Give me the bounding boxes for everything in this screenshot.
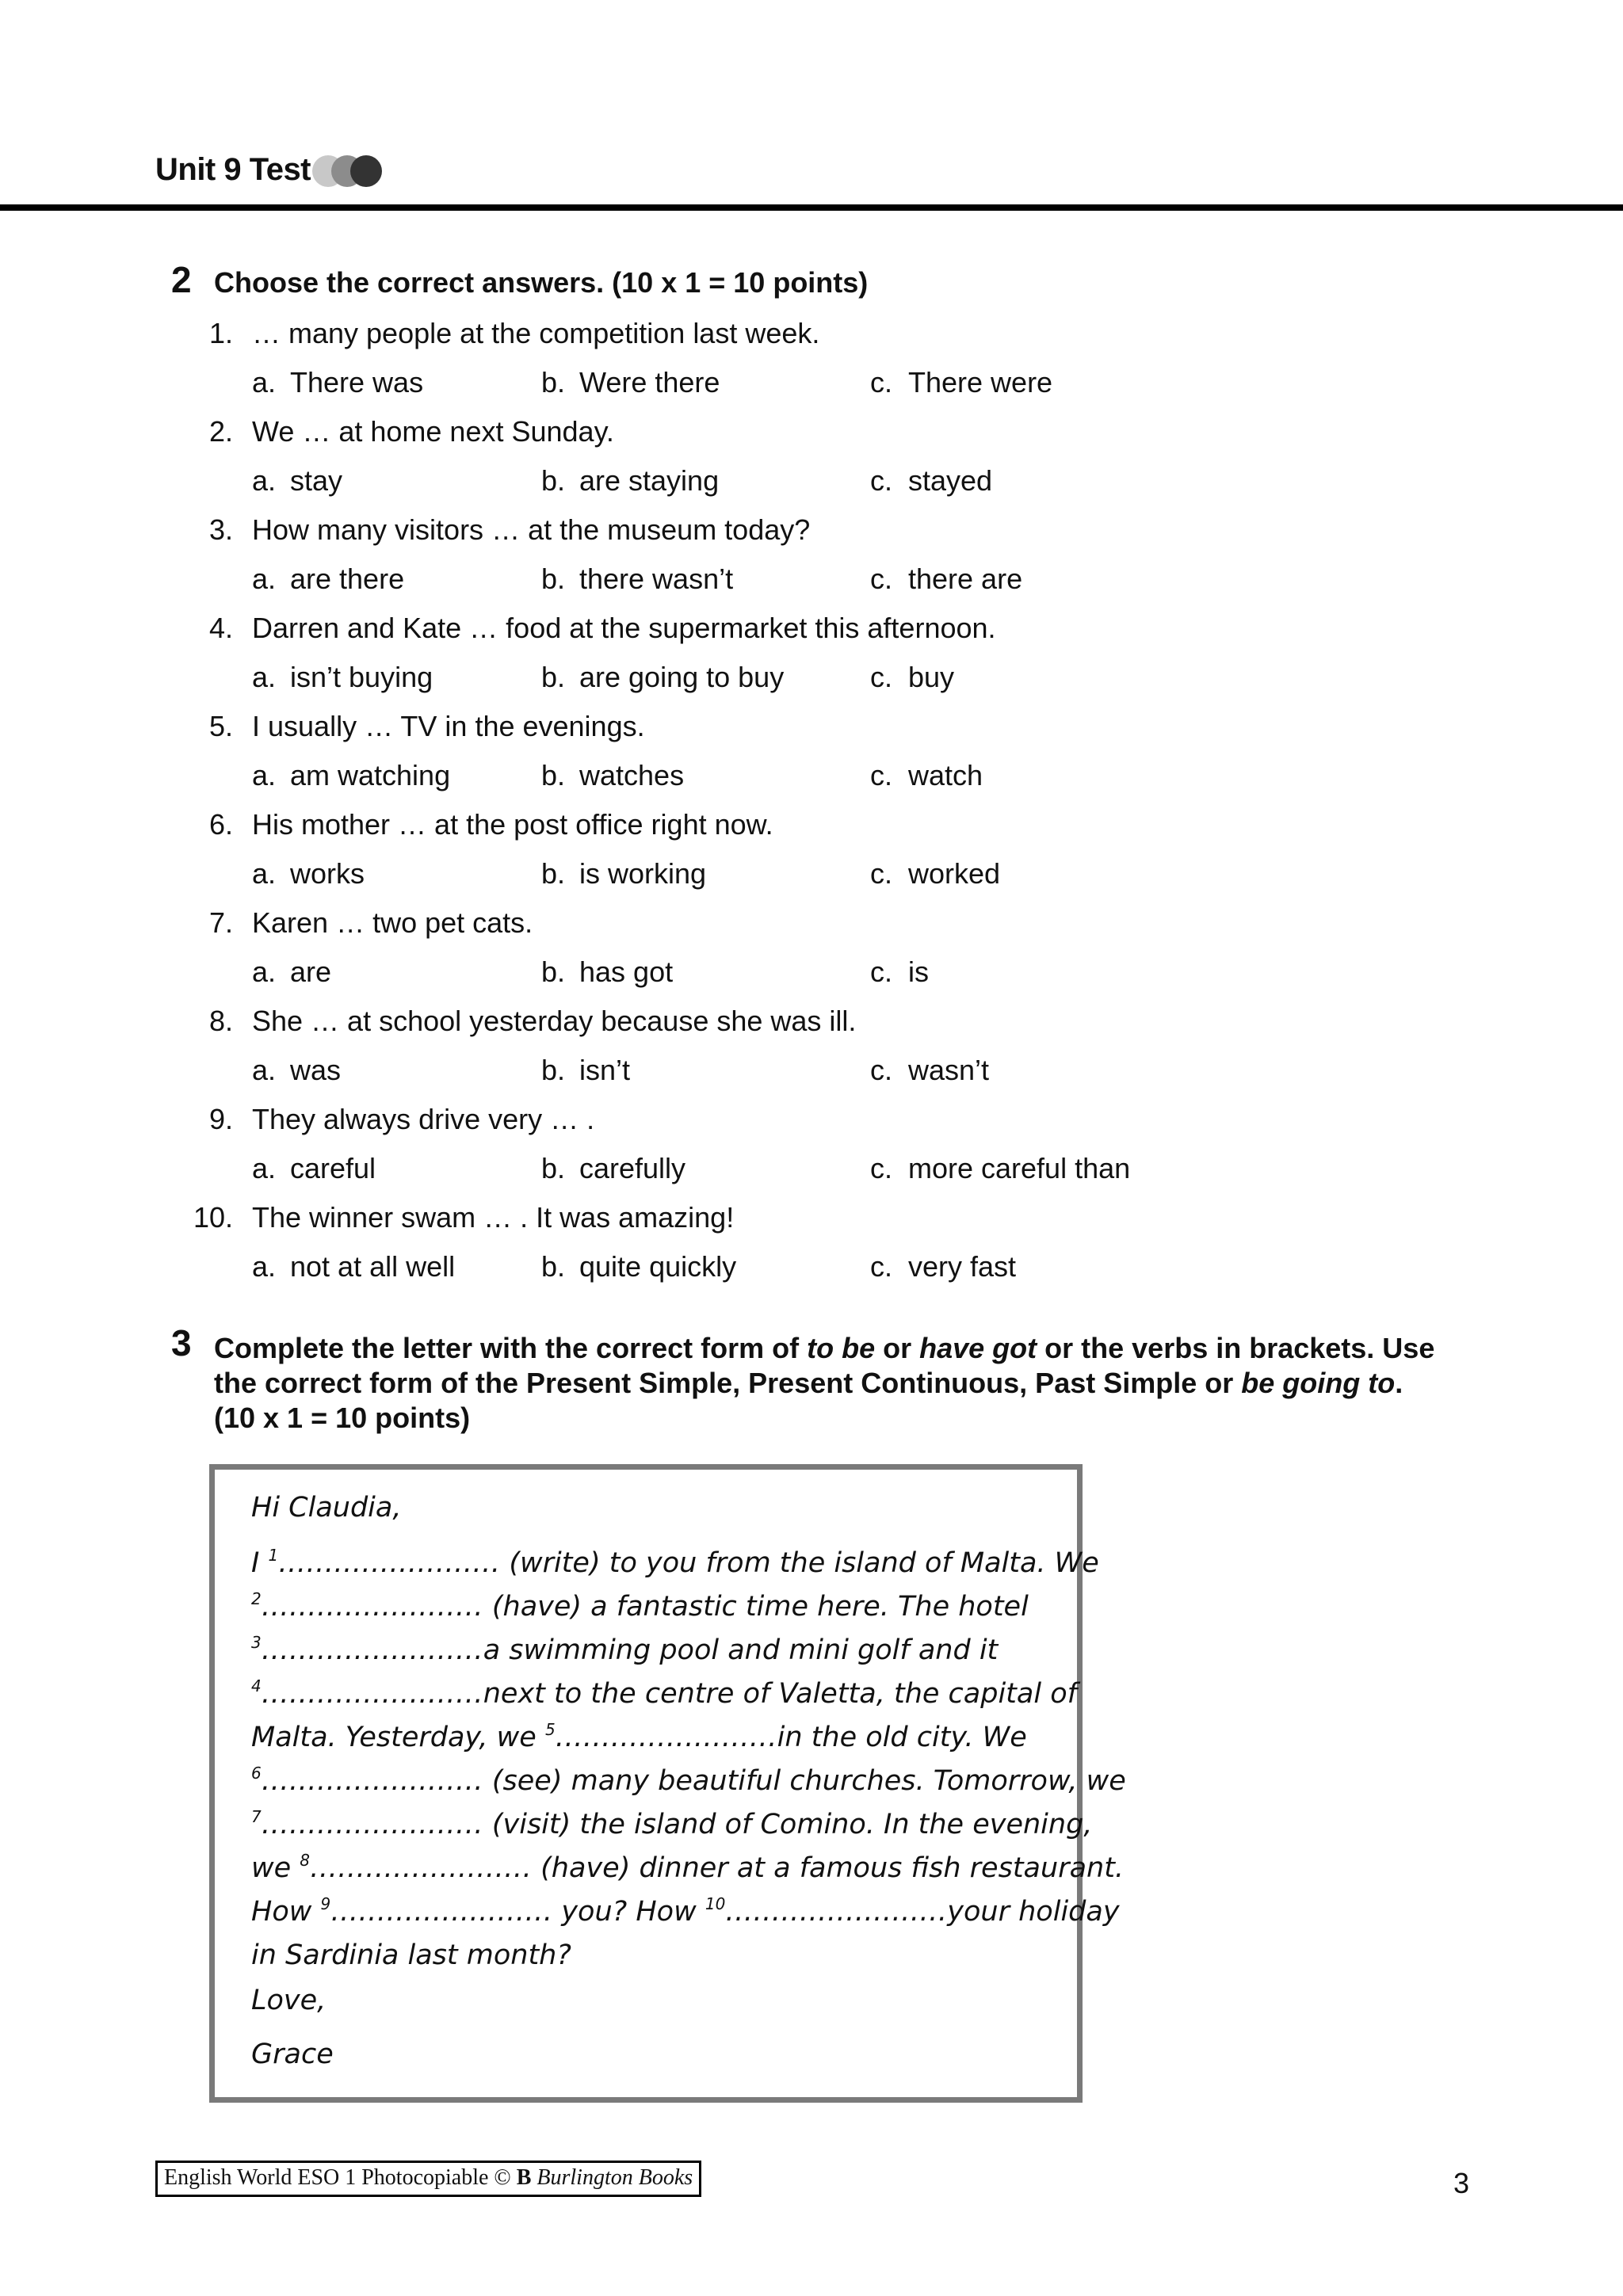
unit-dots-icon (311, 154, 390, 189)
gap-text: ……………………in the old city. We (555, 1722, 1027, 1753)
option-text: not at all well (290, 1250, 456, 1283)
question-text: How many visitors … at the museum today? (252, 513, 811, 546)
question-text: … many people at the competition last week. (252, 317, 820, 349)
gap-number: 4 (251, 1676, 262, 1695)
letter-line-4 (251, 1678, 1077, 1710)
option-text: stay (290, 464, 343, 497)
question-8 (0, 1005, 1623, 1054)
option-text: are (290, 955, 332, 988)
option-letter: a. (252, 955, 277, 988)
option-text: quite quickly (579, 1250, 737, 1283)
option-letter: b. (541, 1152, 566, 1184)
question-4-options (0, 661, 1623, 710)
option-letter: a. (252, 1250, 277, 1283)
option-a[interactable] (252, 759, 450, 792)
letter-line-5 (251, 1722, 1027, 1753)
instructions-line-1: Complete the letter with the correct form of to be or have got or the verbs in brackets. Use (214, 1332, 1435, 1364)
option-a[interactable] (252, 1152, 376, 1185)
option-b[interactable] (541, 1152, 685, 1185)
question-7 (0, 906, 1623, 955)
question-text: We … at home next Sunday. (252, 415, 614, 448)
option-a[interactable] (252, 661, 433, 694)
option-text: stayed (908, 464, 993, 497)
option-c[interactable] (870, 1054, 989, 1087)
letter-text: Malta. Yesterday, we (251, 1722, 545, 1753)
gap-number: 1 (268, 1546, 279, 1565)
question-2-options (0, 464, 1623, 513)
letter-text: How (251, 1896, 321, 1928)
option-c[interactable] (870, 955, 929, 989)
question-3-options (0, 563, 1623, 612)
option-text: very fast (908, 1250, 1017, 1283)
option-text: isn’t (579, 1054, 631, 1086)
question-number: 7. (208, 906, 233, 939)
option-letter: a. (252, 563, 277, 595)
letter-line-7 (251, 1809, 1092, 1840)
option-letter: a. (252, 1152, 277, 1184)
question-number: 9. (208, 1103, 233, 1135)
gap-number: 7 (251, 1807, 262, 1826)
option-letter: b. (541, 1250, 566, 1283)
option-b[interactable] (541, 464, 719, 498)
question-4 (0, 612, 1623, 661)
question-8-options (0, 1054, 1623, 1103)
letter-line-3 (251, 1634, 998, 1666)
option-b[interactable] (541, 857, 706, 891)
header-rule (0, 204, 1623, 211)
question-number: 4. (208, 612, 233, 644)
option-letter: c. (870, 1250, 893, 1283)
question-1-options (0, 366, 1623, 415)
question-10-options (0, 1250, 1623, 1299)
option-letter: a. (252, 1054, 277, 1086)
question-number: 5. (208, 710, 233, 742)
option-a[interactable] (252, 1250, 455, 1283)
question-5-options (0, 759, 1623, 808)
letter-text: in Sardinia last month? (251, 1939, 571, 1971)
gap-number: 3 (251, 1633, 262, 1652)
option-letter: c. (870, 1152, 893, 1184)
gap-text: …………………… (have) a fantastic time here. The hotel (261, 1591, 1029, 1623)
gap-text: …………………… (visit) the island of Comino. In the evening, (261, 1809, 1093, 1840)
option-b[interactable] (541, 366, 720, 399)
option-text: There were (908, 366, 1053, 399)
gap-text: ……………………your holiday (725, 1896, 1120, 1928)
option-text: there are (908, 563, 1023, 595)
option-text: are there (290, 563, 405, 595)
option-letter: c. (870, 1054, 893, 1086)
letter-line-2 (251, 1591, 1029, 1623)
instructions-line-2: the correct form of the Present Simple, Present Continuous, Past Simple or be going to. (214, 1367, 1403, 1399)
option-a[interactable] (252, 464, 342, 498)
option-b[interactable] (541, 661, 784, 694)
gap-number: 9 (320, 1894, 331, 1913)
option-text: am watching (290, 759, 451, 791)
option-b[interactable] (541, 1250, 736, 1283)
option-letter: b. (541, 857, 566, 890)
question-number: 10. (193, 1201, 233, 1234)
option-letter: c. (870, 759, 893, 791)
option-text: wasn’t (908, 1054, 990, 1086)
gap-text: …………………… (see) many beautiful churches. Tomorrow, we (261, 1765, 1126, 1797)
option-letter: c. (870, 563, 893, 595)
option-text: there wasn’t (579, 563, 734, 595)
instructions-line-3: (10 x 1 = 10 points) (214, 1402, 471, 1434)
option-b[interactable] (541, 563, 733, 596)
option-letter: b. (541, 464, 566, 497)
option-letter: a. (252, 661, 277, 693)
question-number: 3. (208, 513, 233, 546)
option-text: watches (579, 759, 685, 791)
section-2-title: Choose the correct answers. (10 x 1 = 10 points) (214, 266, 869, 299)
option-letter: c. (870, 661, 893, 693)
question-9-options (0, 1152, 1623, 1201)
option-text: is (908, 955, 929, 988)
letter-line-1 (251, 1547, 1099, 1579)
option-text: are going to buy (579, 661, 785, 693)
question-number: 8. (208, 1005, 233, 1037)
question-6-options (0, 857, 1623, 906)
gap-text: …………………… (have) dinner at a famous fish restaurant. (310, 1852, 1125, 1884)
section-3-instructions (214, 1331, 1434, 1436)
option-text: worked (908, 857, 1001, 890)
letter-box (209, 1464, 1126, 2103)
question-number: 2. (208, 415, 233, 448)
gap-text: ……………………next to the centre of Valetta, the capital of (261, 1678, 1077, 1710)
question-text: The winner swam … . It was amazing! (252, 1201, 735, 1234)
option-c[interactable] (870, 563, 1022, 596)
option-text: was (290, 1054, 342, 1086)
letter-line-9 (251, 1896, 1120, 1928)
option-text: buy (908, 661, 955, 693)
option-c[interactable] (870, 759, 983, 792)
option-letter: b. (541, 955, 566, 988)
option-letter: a. (252, 464, 277, 497)
option-text: There was (290, 366, 424, 399)
gap-text: ……………………a swimming pool and mini golf and it (261, 1634, 999, 1666)
gap-number: 2 (251, 1589, 262, 1608)
option-letter: b. (541, 661, 566, 693)
question-number: 1. (208, 317, 233, 349)
option-c[interactable] (870, 661, 954, 694)
question-7-options (0, 955, 1623, 1005)
option-letter: a. (252, 759, 277, 791)
option-letter: a. (252, 366, 277, 399)
option-a[interactable] (252, 563, 404, 596)
option-text: are staying (579, 464, 720, 497)
gap-number: 8 (300, 1851, 311, 1870)
letter-signature: Grace (251, 2039, 334, 2070)
option-text: carefully (579, 1152, 686, 1184)
option-text: more careful than (908, 1152, 1131, 1184)
option-text: has got (579, 955, 674, 988)
letter-line-6 (251, 1765, 1126, 1797)
gap-text: …………………… (write) to you from the island of Malta. We (278, 1547, 1099, 1579)
option-letter: b. (541, 563, 566, 595)
option-text: isn’t buying (290, 661, 433, 693)
option-text: works (290, 857, 365, 890)
question-3 (0, 513, 1623, 563)
section-3-number: 3 (171, 1322, 192, 1363)
option-text: watch (908, 759, 983, 791)
option-c[interactable] (870, 1152, 1130, 1185)
option-b[interactable] (541, 1054, 630, 1087)
question-text: They always drive very … . (252, 1103, 595, 1135)
gap-number: 6 (251, 1764, 262, 1783)
question-text: Darren and Kate … food at the supermarket this afternoon. (252, 612, 996, 644)
test-title: Unit 9 Test (155, 152, 311, 187)
option-c[interactable] (870, 857, 1000, 891)
option-text: Were there (579, 366, 720, 399)
gap-number: 10 (705, 1894, 726, 1913)
question-9 (0, 1103, 1623, 1152)
question-number: 6. (208, 808, 233, 841)
option-c[interactable] (870, 366, 1052, 399)
option-letter: b. (541, 366, 566, 399)
copyright-footer: English World ESO 1 Photocopiable © B Burlington Books (155, 2161, 701, 2197)
question-5 (0, 710, 1623, 759)
option-letter: c. (870, 464, 893, 497)
section-2-number: 2 (171, 259, 192, 300)
option-letter: c. (870, 955, 893, 988)
question-2 (0, 415, 1623, 464)
option-a[interactable] (252, 857, 365, 891)
letter-line-10 (251, 1939, 571, 1971)
option-letter: c. (870, 857, 893, 890)
option-text: is working (579, 857, 707, 890)
option-a[interactable] (252, 366, 423, 399)
option-b[interactable] (541, 955, 673, 989)
question-1 (0, 317, 1623, 366)
option-c[interactable] (870, 1250, 1016, 1283)
option-text: careful (290, 1152, 376, 1184)
letter-closing: Love, (251, 1985, 327, 2016)
question-6 (0, 808, 1623, 857)
question-text: His mother … at the post office right now. (252, 808, 773, 841)
letter-text: I (251, 1547, 269, 1579)
option-letter: b. (541, 1054, 566, 1086)
option-c[interactable] (870, 464, 992, 498)
letter-text: we (251, 1852, 300, 1884)
option-a[interactable] (252, 955, 331, 989)
option-letter: c. (870, 366, 893, 399)
page-number: 3 (1453, 2167, 1470, 2199)
gap-number: 5 (544, 1720, 556, 1739)
option-letter: a. (252, 857, 277, 890)
option-a[interactable] (252, 1054, 341, 1087)
option-b[interactable] (541, 759, 684, 792)
question-10 (0, 1201, 1623, 1250)
letter-greeting: Hi Claudia, (251, 1492, 402, 1524)
question-text: I usually … TV in the evenings. (252, 710, 645, 742)
question-text: Karen … two pet cats. (252, 906, 533, 939)
gap-text: …………………… you? How (330, 1896, 705, 1928)
letter-line-8 (251, 1852, 1124, 1884)
question-text: She … at school yesterday because she was ill. (252, 1005, 857, 1037)
option-letter: b. (541, 759, 566, 791)
